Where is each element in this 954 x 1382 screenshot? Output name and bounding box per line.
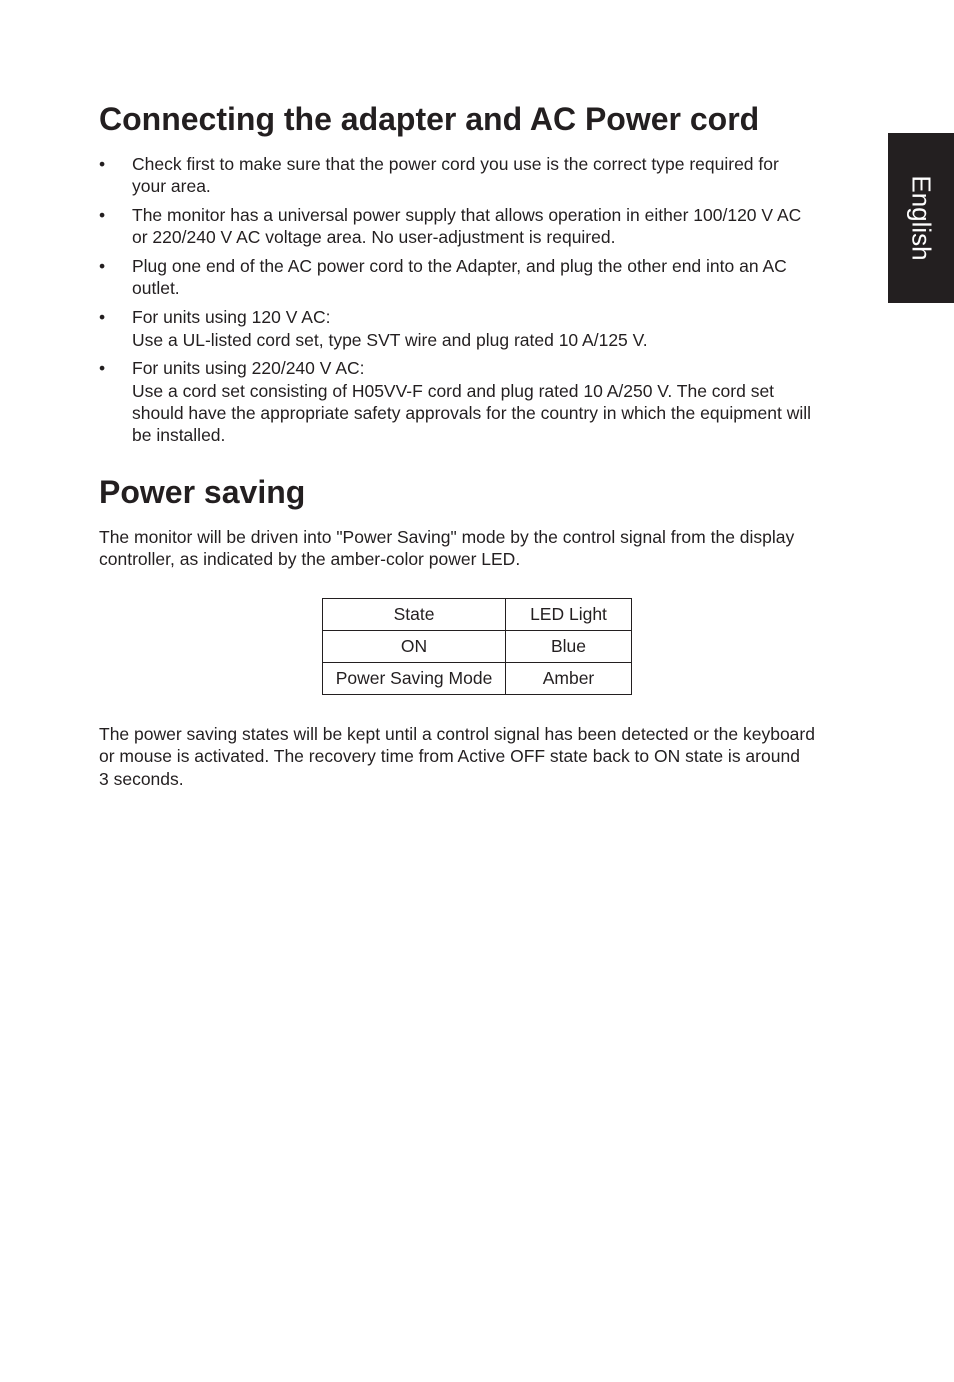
list-item-line: be installed.	[132, 425, 226, 446]
led-state-table	[322, 598, 632, 695]
paragraph-line: or mouse is activated. The recovery time from Active OFF state back to ON state is around	[99, 746, 800, 767]
heading-power-saving: Power saving	[99, 474, 306, 510]
bullet-glyph: •	[99, 256, 106, 277]
power-saving-recovery	[99, 723, 859, 790]
list-item-line: outlet.	[132, 278, 180, 299]
table-cell: Amber	[506, 663, 632, 695]
list-item-line: For units using 220/240 V AC:	[132, 358, 365, 379]
table-cell: Blue	[506, 631, 632, 663]
list-item	[99, 255, 859, 300]
bullet-glyph: •	[99, 154, 106, 174]
power-saving-intro	[99, 526, 859, 571]
list-item-line: your area.	[132, 176, 211, 197]
paragraph-line: 3 seconds.	[99, 768, 184, 789]
table-cell: Power Saving Mode	[323, 663, 506, 695]
bullet-glyph: •	[99, 358, 106, 379]
paragraph-line: The power saving states will be kept until a control signal has been detected or the keyboard	[99, 724, 815, 744]
list-item	[99, 357, 859, 446]
language-tab	[888, 133, 954, 303]
list-item	[99, 153, 859, 198]
list-item	[99, 204, 859, 249]
list-item-line: Check first to make sure that the power cord you use is the correct type required for	[132, 154, 779, 174]
table-header-cell: LED Light	[506, 599, 632, 631]
table-header-row	[323, 599, 632, 631]
table-row	[323, 631, 632, 663]
bullet-glyph: •	[99, 205, 106, 226]
list-item-line: The monitor has a universal power supply that allows operation in either 100/120 V AC	[132, 205, 802, 226]
list-item-line: or 220/240 V AC voltage area. No user-adjustment is required.	[132, 227, 616, 248]
paragraph-line: controller, as indicated by the amber-color power LED.	[99, 549, 521, 570]
power-cord-instructions-list	[99, 153, 859, 453]
list-item-line: should have the appropriate safety approvals for the country in which the equipment will	[132, 402, 812, 423]
list-item-line: Use a UL-listed cord set, type SVT wire and plug rated 10 A/125 V.	[132, 329, 648, 350]
list-item-line: For units using 120 V AC:	[132, 307, 331, 328]
list-item-line: Use a cord set consisting of H05VV-F cord and plug rated 10 A/250 V. The cord set	[132, 380, 775, 401]
table-row	[323, 663, 632, 695]
language-tab-label: English	[906, 175, 937, 261]
table-cell: ON	[323, 631, 506, 663]
paragraph-line: The monitor will be driven into "Power Saving" mode by the control signal from the display	[99, 527, 795, 547]
heading-connecting-adapter: Connecting the adapter and AC Power cord	[99, 101, 760, 137]
table-header-cell: State	[323, 599, 506, 631]
list-item-line: Plug one end of the AC power cord to the Adapter, and plug the other end into an AC	[132, 256, 787, 277]
bullet-glyph: •	[99, 307, 106, 328]
list-item	[99, 306, 859, 351]
